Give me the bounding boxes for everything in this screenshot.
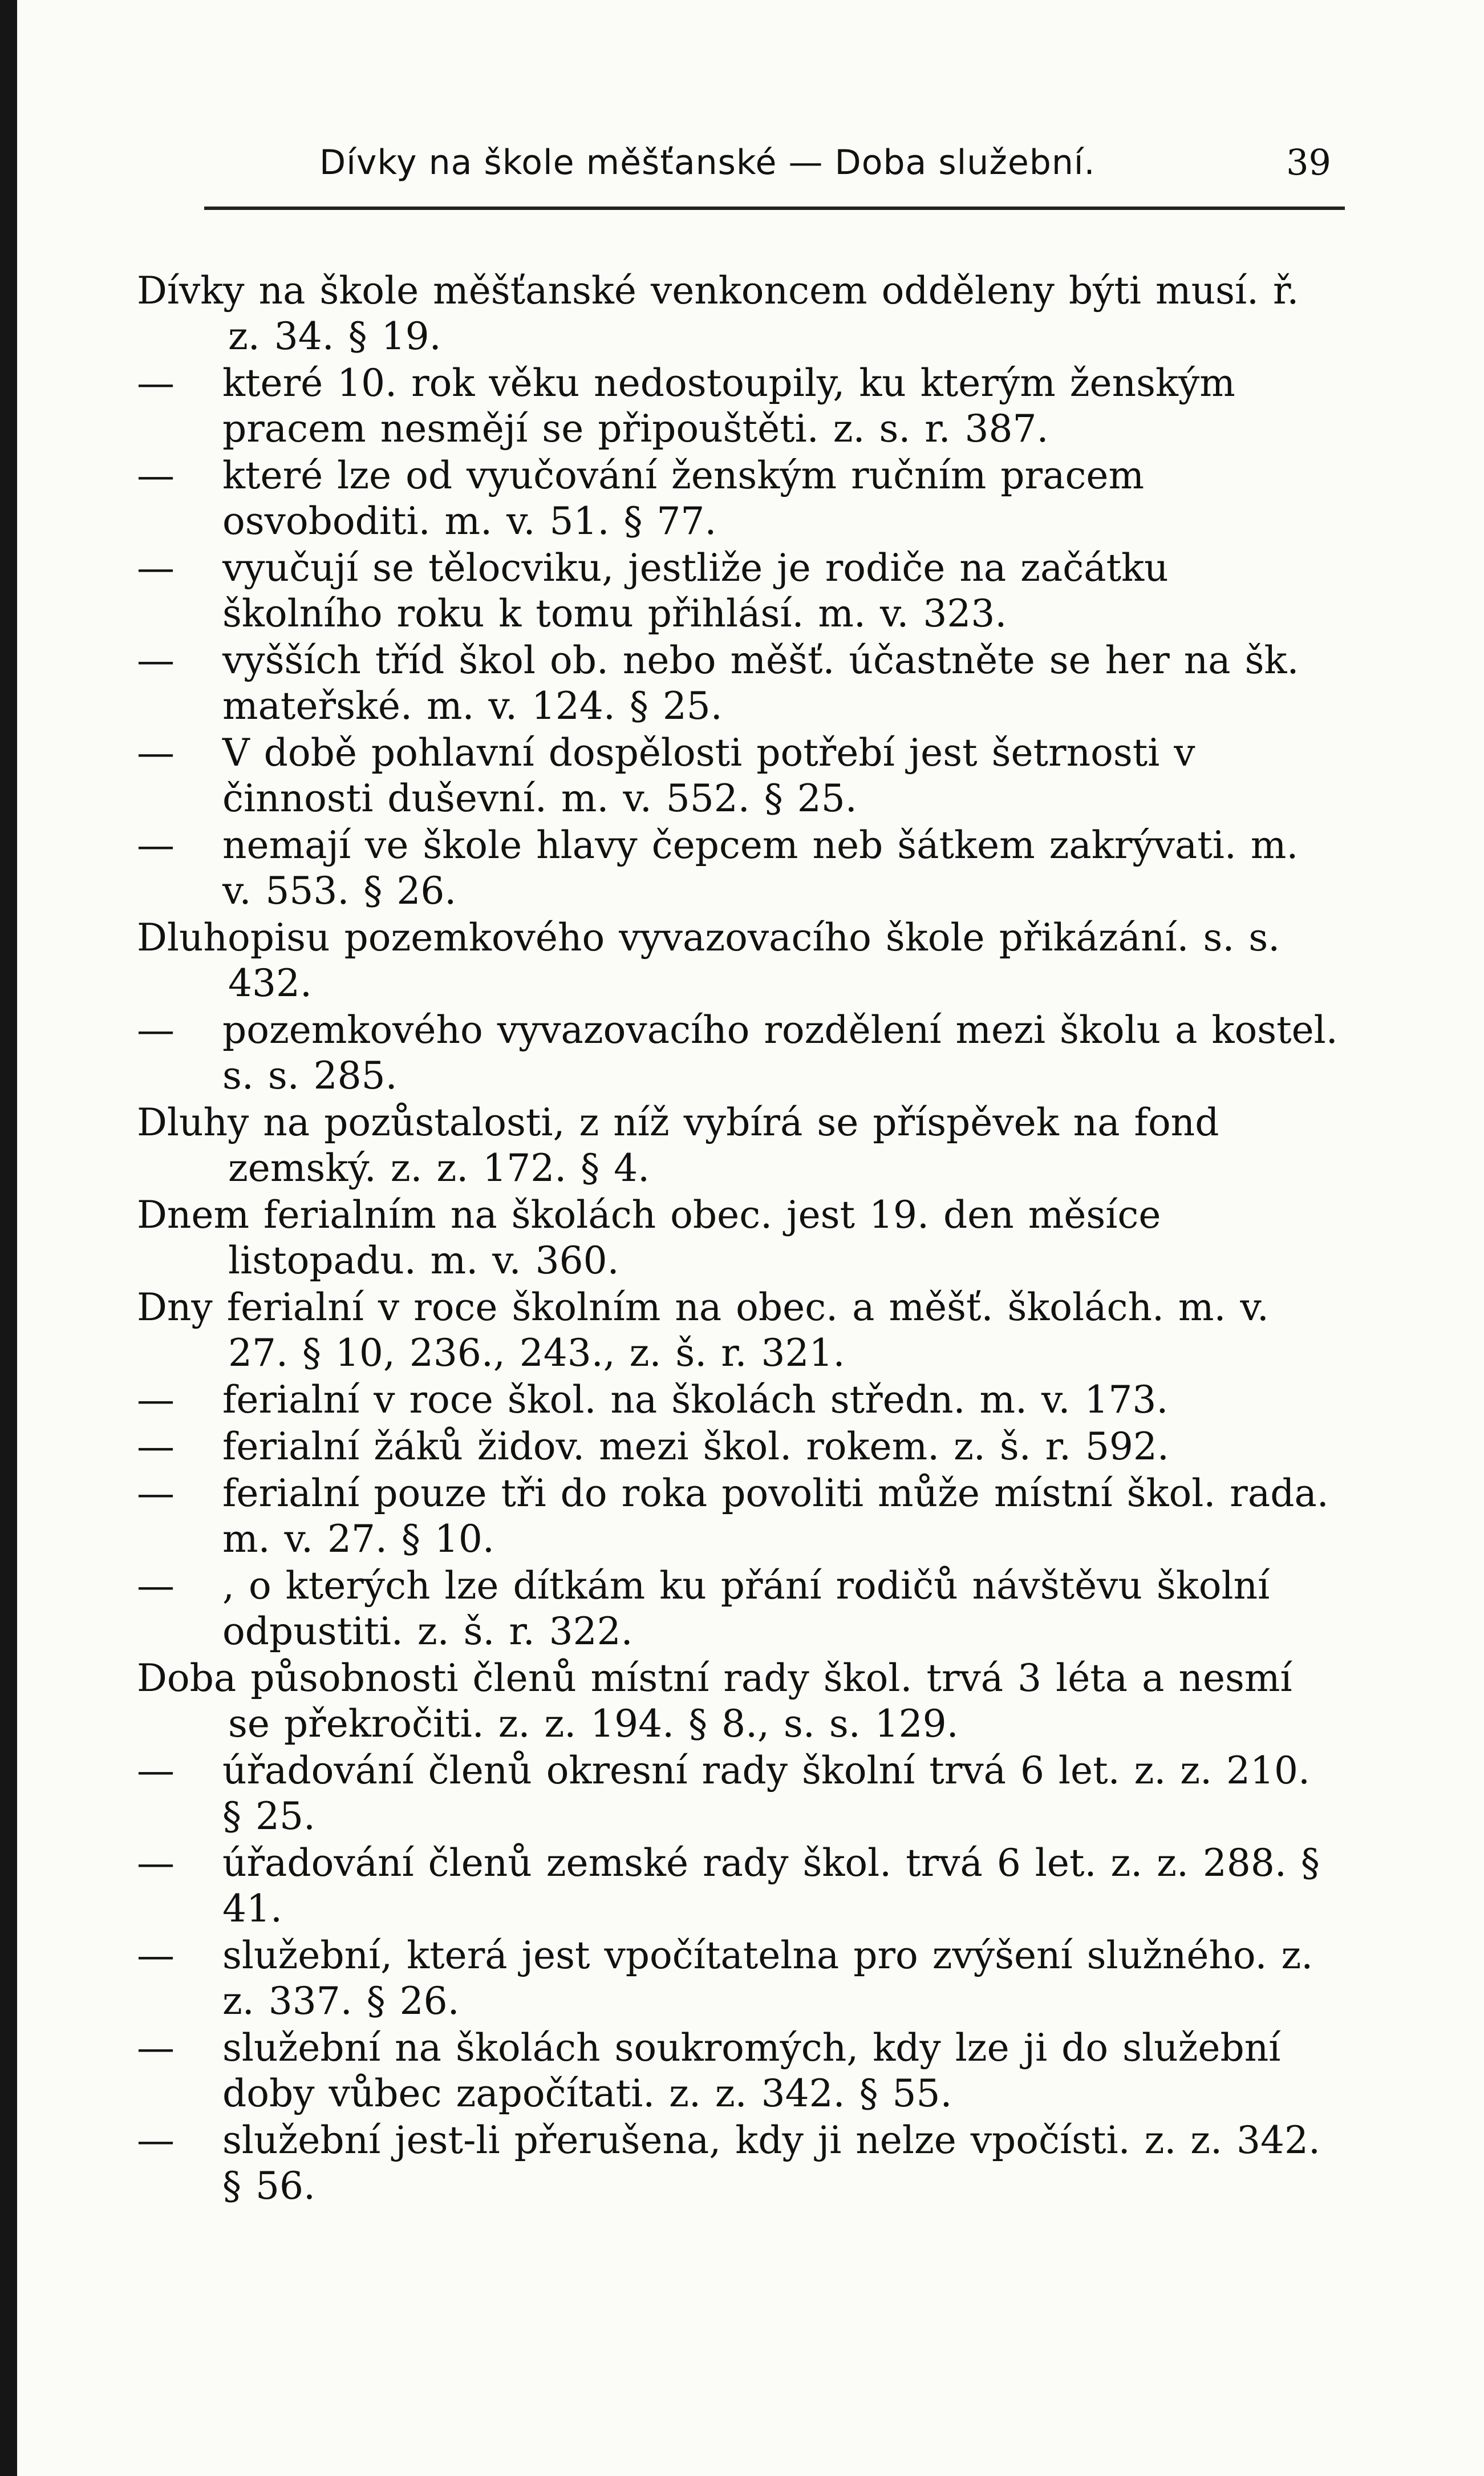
entry-dash: — xyxy=(137,546,175,590)
index-subentry xyxy=(137,638,1340,729)
entry-dash: — xyxy=(137,1564,175,1608)
entry-dash: — xyxy=(137,1933,175,1977)
index-entry xyxy=(137,1192,1340,1284)
index-subentry xyxy=(137,1008,1340,1099)
entry-dash: — xyxy=(137,454,175,497)
index-subentry xyxy=(137,1377,1340,1423)
entry-dash: — xyxy=(137,1749,175,1793)
index-subentry xyxy=(137,2118,1340,2209)
entry-dash: — xyxy=(137,1425,175,1468)
index-subentry xyxy=(137,1840,1340,1932)
entry-text: vyučují se tělocviku, jestliže je rodiče na začátku školního roku k tomu přihlásí. m. v. 323. xyxy=(222,546,1169,636)
index-subentry xyxy=(137,1471,1340,1562)
index-subentry xyxy=(137,361,1340,452)
index-entry xyxy=(137,1100,1340,1191)
entry-dash: — xyxy=(137,638,175,682)
entry-dash: — xyxy=(137,1841,175,1885)
header-rule xyxy=(204,207,1345,210)
index-entry xyxy=(137,268,1340,359)
entry-text: ferialní v roce škol. na školách středn. m. v. 173. xyxy=(222,1378,1169,1422)
entry-text: Dny ferialní v roce školním na obec. a měšť. školách. m. v. 27. § 10, 236., 243., z. š. r. 321. xyxy=(137,1285,1269,1375)
entry-text: vyšších tříd škol ob. nebo měšť. účastněte se her na šk. mateřské. m. v. 124. § 25. xyxy=(222,638,1299,728)
entry-dash: — xyxy=(137,1008,175,1052)
running-header xyxy=(0,137,1484,188)
entry-text: nemají ve škole hlavy čepcem neb šátkem zakrývati. m. v. 553. § 26. xyxy=(222,823,1299,913)
entry-text: ferialní pouze tři do roka povoliti může místní škol. rada. m. v. 27. § 10. xyxy=(222,1471,1329,1561)
index-subentry xyxy=(137,1424,1340,1470)
page-binding-edge xyxy=(0,0,17,2476)
entry-text: Dnem ferialním na školách obec. jest 19. den měsíce listopadu. m. v. 360. xyxy=(137,1193,1161,1282)
entry-text: ferialní žáků židov. mezi škol. rokem. z. š. r. 592. xyxy=(222,1425,1169,1468)
entry-dash: — xyxy=(137,823,175,867)
entry-text: služební na školách soukromých, kdy lze ji do služební doby vůbec započítati. z. z. 342. § 55. xyxy=(222,2026,1281,2115)
entry-text: úřadování členů zemské rady škol. trvá 6 let. z. z. 288. § 41. xyxy=(222,1841,1320,1931)
index-entry xyxy=(137,1285,1340,1376)
index-entries xyxy=(137,268,1340,2209)
index-subentry xyxy=(137,1748,1340,1839)
entry-text: Dluhopisu pozemkového vyvazovacího škole přikázání. s. s. 432. xyxy=(137,916,1280,1005)
entry-text: které 10. rok věku nedostoupily, ku kterým ženským pracem nesmějí se připouštěti. z. s. r. 387. xyxy=(222,361,1235,451)
entry-text: Dívky na škole měšťanské venkoncem odděleny býti musí. ř. z. 34. § 19. xyxy=(137,269,1299,358)
index-subentry xyxy=(137,730,1340,822)
entry-dash: — xyxy=(137,2026,175,2070)
index-subentry xyxy=(137,1563,1340,1654)
index-subentry xyxy=(137,545,1340,637)
entry-dash: — xyxy=(137,361,175,405)
entry-text: Doba působnosti členů místní rady škol. trvá 3 léta a nesmí se překročiti. z. z. 194. § 8., s. s. 129. xyxy=(137,1656,1292,1746)
page-number: 39 xyxy=(1286,141,1331,183)
entry-dash: — xyxy=(137,1471,175,1515)
index-subentry xyxy=(137,1933,1340,2024)
index-entry xyxy=(137,1656,1340,1747)
index-entry xyxy=(137,915,1340,1006)
entry-text: Dluhy na pozůstalosti, z níž vybírá se příspěvek na fond zemský. z. z. 172. § 4. xyxy=(137,1101,1219,1190)
entry-text: V době pohlavní dospělosti potřebí jest šetrnosti v činnosti duševní. m. v. 552. § 25. xyxy=(222,731,1195,820)
entry-text: pozemkového vyvazovacího rozdělení mezi školu a kostel. s. s. 285. xyxy=(222,1008,1338,1098)
entry-text: služební jest-li přerušena, kdy ji nelze vpočísti. z. z. 342. § 56. xyxy=(222,2118,1320,2208)
entry-dash: — xyxy=(137,2118,175,2162)
index-subentry xyxy=(137,453,1340,544)
index-subentry xyxy=(137,823,1340,914)
running-header-title: Dívky na škole měšťanské — Doba služební. xyxy=(319,143,1096,183)
entry-text: , o kterých lze dítkám ku přání rodičů návštěvu školní odpustiti. z. š. r. 322. xyxy=(222,1564,1270,1653)
entry-dash: — xyxy=(137,731,175,775)
index-subentry xyxy=(137,2025,1340,2117)
entry-text: úřadování členů okresní rady školní trvá 6 let. z. z. 210. § 25. xyxy=(222,1749,1310,1838)
entry-text: které lze od vyučování ženským ručním pracem osvoboditi. m. v. 51. § 77. xyxy=(222,454,1145,543)
entry-dash: — xyxy=(137,1378,175,1422)
entry-text: služební, která jest vpočítatelna pro zvýšení služného. z. z. 337. § 26. xyxy=(222,1933,1313,2023)
